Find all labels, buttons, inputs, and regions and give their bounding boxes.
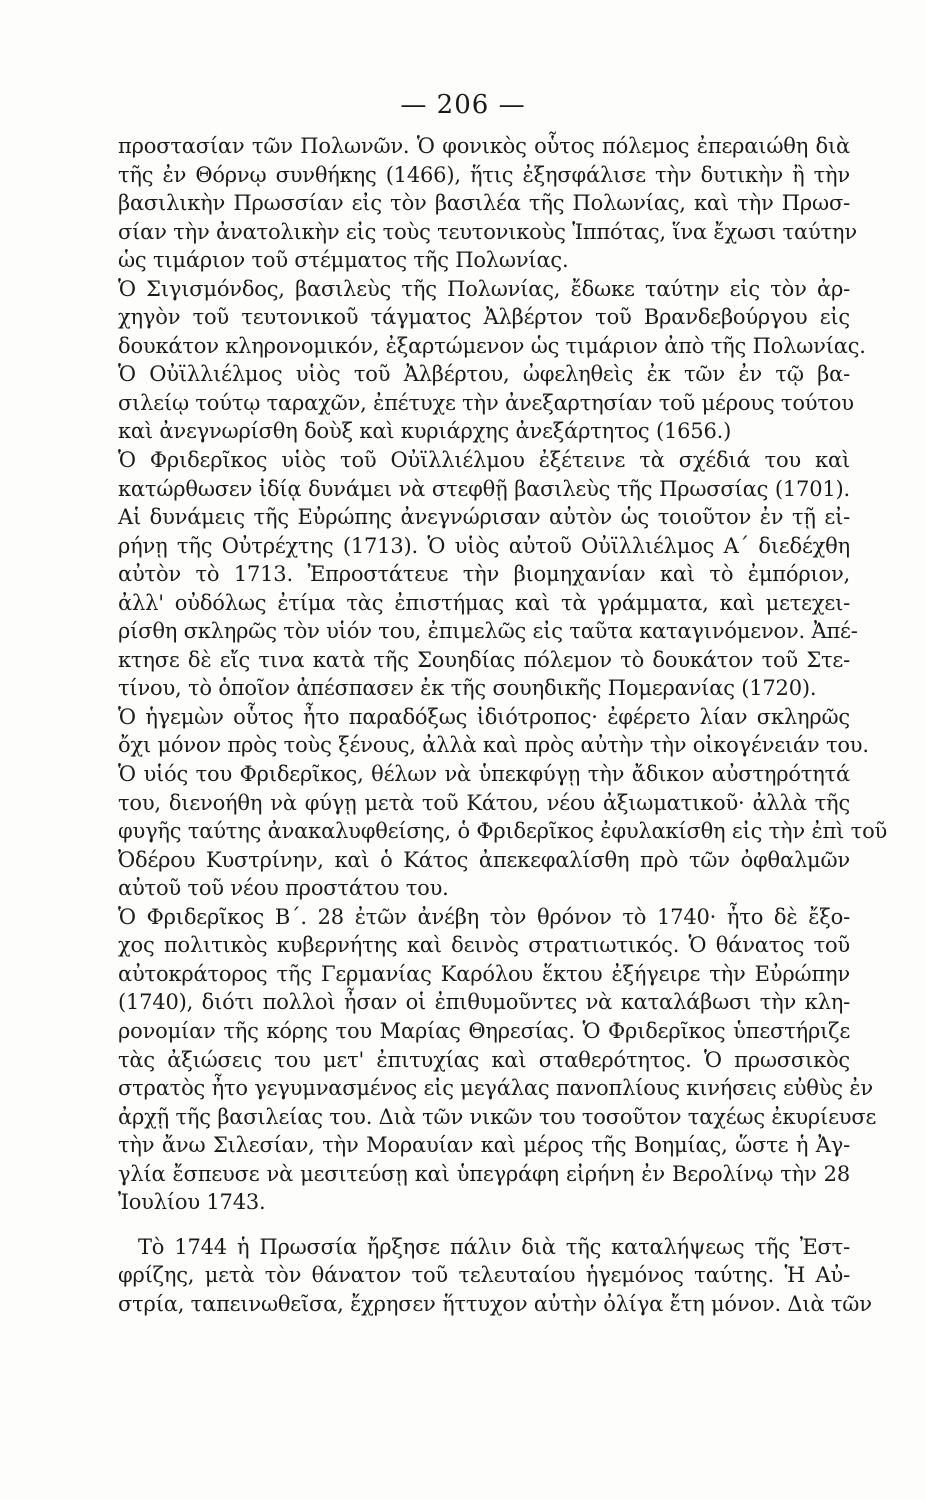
text-line: (1740), διότι πολλοὶ ἦσαν οἱ ἐπιθυμοῦντες νὰ καταλάβωσι τὴν κλη- [118,990,850,1015]
text-line: Ὁ Σιγισμόνδος, βασιλεὺς τῆς Πολωνίας, ἔδωκε ταύτην εἰς τὸν ἀρ- [118,276,850,301]
text-line: ρήνῃ τῆς Οὐτρέχτης (1713). Ὁ υἱὸς αὐτοῦ Οὐϊλλιέλμος Α΄ διεδέχθη [118,533,850,558]
text-line: χηγὸν τοῦ τευτονικοῦ τάγματος Ἀλβέρτον τοῦ Βρανδεβούργου εἰς [118,305,850,330]
text-line: καὶ ἀνεγνωρίσθη δοὺξ καὶ κυριάρχης ἀνεξάρτητος (1656.) [118,419,732,444]
text-line: Ὀδέρου Κυστρίνην, καὶ ὁ Κάτος ἀπεκεφαλίσθη πρὸ τῶν ὀφθαλμῶν [118,847,850,872]
text-line: ὄχι μόνον πρὸς τοὺς ξένους, ἀλλὰ καὶ πρὸς αὐτὴν τὴν οἰκογένειάν του. [118,733,869,758]
text-line: Αἱ δυνάμεις τῆς Εὐρώπης ἀνεγνώρισαν αὐτὸν ὡς τοιοῦτον ἐν τῇ εἰ- [118,505,850,530]
text-line: σιλείῳ τούτῳ ταραχῶν, ἐπέτυχε τὴν ἀνεξαρτησίαν τοῦ μέρους τούτου [118,390,854,415]
text-line: Ὁ Φριδερῖκος Β΄. 28 ἐτῶν ἀνέβη τὸν θρόνον τὸ 1740· ἦτο δὲ ἔξο- [118,904,850,929]
text-line: τὰς ἀξιώσεις του μετ' ἐπιτυχίας καὶ σταθερότητος. Ὁ πρωσσικὸς [118,1047,850,1072]
text-line: αὐτὸν τὸ 1713. Ἐπροστάτευε τὴν βιομηχανίαν καὶ τὸ ἐμπόριον, [118,562,850,587]
text-line: δουκάτον κληρονομικόν, ἐξαρτώμενον ὡς τιμάριον ἀπὸ τῆς Πολωνίας. [118,333,866,358]
text-line: Ὁ ἡγεμὼν οὗτος ἦτο παραδόξως ἰδιότροπος· ἐφέρετο λίαν σκληρῶς [118,704,850,729]
text-line: ἀλλ' οὐδόλως ἐτίμα τὰς ἐπιστήμας καὶ τὰ γράμματα, καὶ μετεχει- [118,590,850,615]
body-text [118,132,888,1318]
text-line: τίνου, τὸ ὁποῖον ἀπέσπασεν ἐκ τῆς σουηδικῆς Πομερανίας (1720). [118,676,817,701]
text-line: στρία, ταπεινωθεῖσα, ἔχρησεν ἥττυχον αὐτὴν ὀλίγα ἔτη μόνον. Διὰ τῶν [118,1291,872,1316]
text-line: σίαν τὴν ἀνατολικὴν εἰς τοὺς τευτονικοὺς Ἱππότας, ἵνα ἔχωσι ταύτην [118,219,857,244]
text-line: Ἰουλίου 1743. [118,1190,266,1215]
text-line: ὡς τιμάριον τοῦ στέμματος τῆς Πολωνίας. [118,248,569,273]
text-line: Ὁ Φριδερῖκος υἱὸς τοῦ Οὐϊλλιέλμου ἐξέτεινε τὰ σχέδιά του καὶ [118,448,850,473]
text-line: βασιλικὴν Πρωσσίαν εἰς τὸν βασιλέα τῆς Πολωνίας, καὶ τὴν Πρωσ- [118,191,850,216]
text-line: αὐτοῦ τοῦ νέου προστάτου του. [118,876,449,901]
text-line: Ὁ υἱός του Φριδερῖκος, θέλων νὰ ὑπεκφύγῃ τὴν ἄδικον αὐστηρότητά [118,762,850,787]
text-line: Τὸ 1744 ἡ Πρωσσία ἤρξησε πάλιν διὰ τῆς καταλήψεως τῆς Ἐστ- [138,1234,850,1259]
text-line: Ὁ Οὐϊλλιέλμος υἱὸς τοῦ Ἀλβέρτου, ὠφεληθεὶς ἐκ τῶν ἐν τῷ βα- [118,362,850,387]
text-line: του, διενοήθη νὰ φύγῃ μετὰ τοῦ Κάτου, νέου ἀξιωματικοῦ· ἀλλὰ τῆς [118,790,850,815]
text-line: ρονομίαν τῆς κόρης του Μαρίας Θηρεσίας. Ὁ Φριδερῖκος ὑπεστήριζε [118,1018,850,1043]
text-line: κατώρθωσεν ἰδίᾳ δυνάμει νὰ στεφθῇ βασιλεὺς τῆς Πρωσσίας (1701). [118,476,850,501]
text-line: προστασίαν τῶν Πολωνῶν. Ὁ φονικὸς οὗτος πόλεμος ἐπεραιώθη διὰ [118,134,850,158]
text-line: αὐτοκράτορος τῆς Γερμανίας Καρόλου ἕκτου ἐξήγειρε τὴν Εὐρώπην [118,961,850,986]
text-line: ρίσθη σκληρῶς τὸν υἱόν του, ἐπιμελῶς εἰς ταῦτα καταγινόμενον. Ἀπέ- [118,619,858,644]
text-line: στρατὸς ἦτο γεγυμνασμένος εἰς μεγάλας πανοπλίους κινήσεις εὐθὺς ἐν [118,1076,873,1101]
text-line: κτησε δὲ εἴς τινα κατὰ τῆς Σουηδίας πόλεμον τὸ δουκάτον τοῦ Στε- [118,647,850,672]
text-line: φρίζης, μετὰ τὸν θάνατον τοῦ τελευταίου ἡγεμόνος ταύτης. Ἡ Αὐ- [118,1263,850,1288]
text-line: χος πολιτικὸς κυβερνήτης καὶ δεινὸς στρατιωτικός. Ὁ θάνατος τοῦ [118,933,850,958]
text-line: ἀρχῇ τῆς βασιλείας του. Διὰ τῶν νικῶν του τοσοῦτον ταχέως ἐκυρίευσε [118,1104,877,1129]
text-line: τὴν ἄνω Σιλεσίαν, τὴν Μοραυίαν καὶ μέρος τῆς Βοημίας, ὥστε ἡ Ἀγ- [118,1133,850,1158]
paragraph-gap [118,1217,850,1233]
page-number: — 206 — [400,90,526,120]
text-line: γλία ἔσπευσε νὰ μεσιτεύσῃ καὶ ὑπεγράφη εἰρήνη ἐν Βερολίνῳ τὴν 28 [118,1161,850,1186]
text-line: φυγῆς ταύτης ἀνακαλυφθείσης, ὁ Φριδερῖκος ἐφυλακίσθη εἰς τὴν ἐπὶ τοῦ [118,819,888,844]
text-line: τῆς ἐν Θόρνῳ συνθήκης (1466), ἥτις ἐξησφάλισε τὴν δυτικὴν ἢ τὴν [118,162,850,187]
